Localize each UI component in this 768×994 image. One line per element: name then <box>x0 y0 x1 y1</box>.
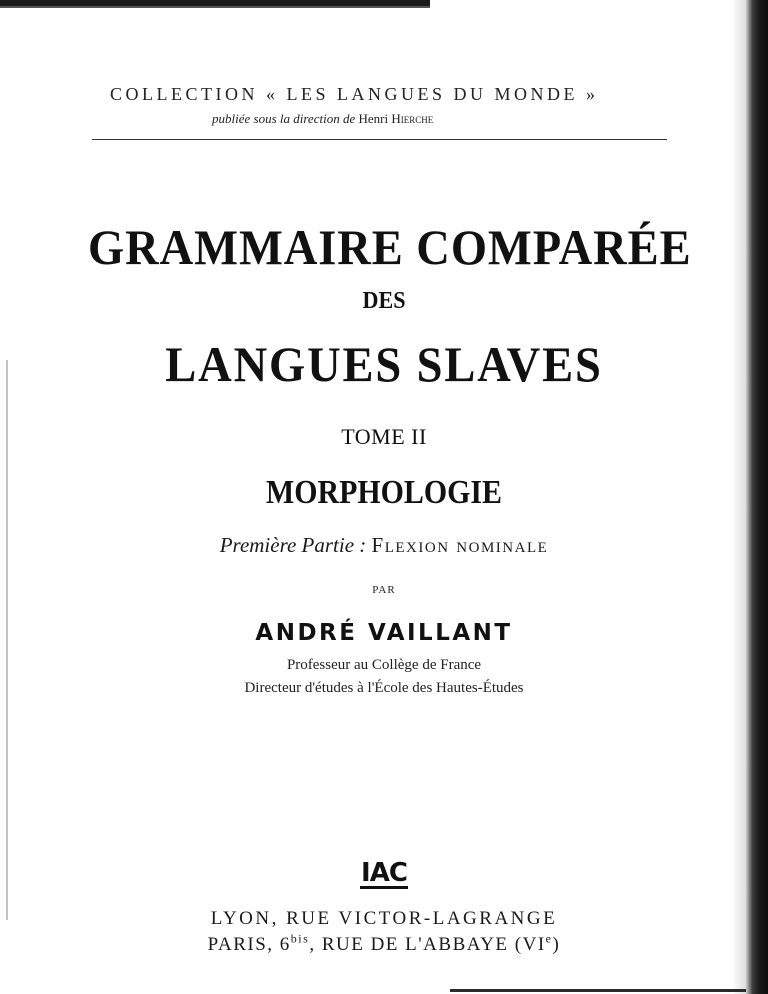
title-line-1: GRAMMAIRE COMPARÉE <box>88 219 692 275</box>
collection-line: COLLECTION « LES LANGUES DU MONDE » <box>110 84 599 104</box>
address-paris-a: PARIS, 6 <box>207 934 291 955</box>
scan-edge-bottom <box>450 989 746 992</box>
tome-label: TOME II <box>341 424 427 449</box>
address-paris-b: , RUE DE L'ABBAYE (VI <box>309 934 546 955</box>
scan-edge-right <box>746 0 768 994</box>
subject-title: MORPHOLOGIE <box>265 474 503 511</box>
author-position-2: Directeur d'études à l'École des Hautes-Études <box>244 680 524 696</box>
editor-first-name: Henri <box>358 111 389 126</box>
title-line-2: DES <box>362 288 406 314</box>
editor-line <box>212 111 612 127</box>
part-label: Première Partie : <box>219 533 367 557</box>
address-paris-sup2: e <box>545 931 553 946</box>
title-line-3: LANGUES SLAVES <box>165 336 603 392</box>
publisher-logo <box>0 858 768 889</box>
part-line <box>0 533 768 558</box>
scan-shadow-right <box>732 0 746 994</box>
author-name: ANDRÉ VAILLANT <box>255 620 513 646</box>
par-label: PAR <box>372 584 396 596</box>
header-rule <box>92 139 667 140</box>
address-paris-sup: bis <box>290 931 310 946</box>
address-paris-c: ) <box>552 934 561 955</box>
publisher-logo-text: IAC <box>361 858 407 888</box>
author-position-1: Professeur au Collège de France <box>286 657 482 673</box>
scan-edge-top-thin <box>0 6 430 8</box>
editor-surname: Hierche <box>391 111 434 126</box>
address-paris <box>0 931 768 956</box>
address-lyon: LYON, RUE VICTOR-LAGRANGE <box>210 908 558 929</box>
editor-prefix: publiée sous la direction de <box>212 111 356 126</box>
part-title: Flexion nominale <box>371 533 549 557</box>
